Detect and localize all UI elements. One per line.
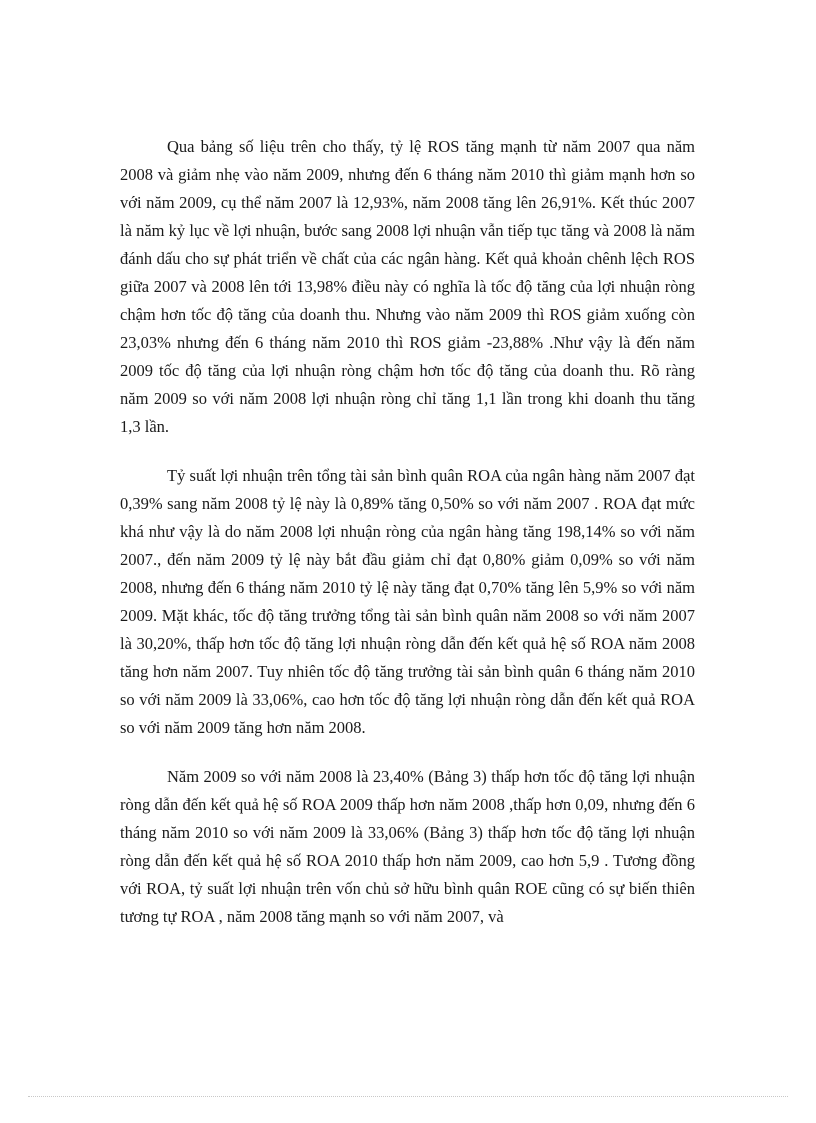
paragraph-ros-analysis: Qua bảng số liệu trên cho thấy, tỷ lệ ROS tăng mạnh từ năm 2007 qua năm 2008 và giảm nhẹ vào năm 2009, nhưng đến 6 tháng năm 2010 thì giảm mạnh hơn so với năm 2009, cụ thể năm 2007 là 12,93%, năm 2008 tăng lên 26,91%. Kết thúc 2007 là năm kỷ lục về lợi nhuận, bước sang 2008 lợi nhuận vẫn tiếp tục tăng và 2008 là năm đánh dấu cho sự phát triển về chất của các ngân hàng. Kết quả khoản chênh lệch ROS giữa 2007 và 2008 lên tới 13,98% điều này có nghĩa là tốc độ tăng của lợi nhuận ròng chậm hơn tốc độ tăng của doanh thu. Nhưng vào năm 2009 thì ROS giảm xuống còn 23,03% nhưng đến 6 tháng năm 2010 thì ROS giảm -23,88% .Như vậy là đến năm 2009 tốc độ tăng của lợi nhuận ròng chậm hơn tốc độ tăng của doanh thu. Rõ ràng năm 2009 so với năm 2008 lợi nhuận ròng chỉ tăng 1,1 lần trong khi doanh thu tăng 1,3 lần. [120,137,695,436]
paragraph-roe-analysis: Năm 2009 so với năm 2008 là 23,40% (Bảng 3) thấp hơn tốc độ tăng lợi nhuận ròng dẫn đến kết quả hệ số ROA 2009 thấp hơn năm 2008 ,thấp hơn 0,09, nhưng đến 6 tháng năm 2010 so với năm 2009 là 33,06% (Bảng 3) thấp hơn tốc độ tăng lợi nhuận ròng dẫn đến kết quả hệ số ROA 2010 thấp hơn năm 2009, cao hơn 5,9 . Tương đồng với ROA, tỷ suất lợi nhuận trên vốn chủ sở hữu bình quân ROE cũng có sự biến thiên tương tự ROA , năm 2008 tăng mạnh so với năm 2007, và [120,767,695,926]
document-body [120,133,695,952]
paragraph-roa-analysis: Tỷ suất lợi nhuận trên tổng tài sản bình quân ROA của ngân hàng năm 2007 đạt 0,39% sang năm 2008 tỷ lệ này là 0,89% tăng 0,50% so với năm 2007 . ROA đạt mức khá như vậy là do năm 2008 lợi nhuận ròng của ngân hàng tăng 198,14% so với năm 2007., đến năm 2009 tỷ lệ này bắt đầu giảm chỉ đạt 0,80% giảm 0,09% so với năm 2008, nhưng đến 6 tháng năm 2010 tỷ lệ này tăng đạt 0,70% tăng lên 5,9% so với năm 2009. Mặt khác, tốc độ tăng trưởng tổng tài sản bình quân năm 2008 so với năm 2007 là 30,20%, thấp hơn tốc độ tăng lợi nhuận ròng dẫn đến kết quả hệ số ROA năm 2008 tăng hơn năm 2007. Tuy nhiên tốc độ tăng trưởng tài sản bình quân 6 tháng năm 2010 so với năm 2009 là 33,06%, cao hơn tốc độ tăng lợi nhuận ròng dẫn đến kết quả ROA so với năm 2009 tăng hơn năm 2008. [120,466,695,737]
page-bottom-divider [28,1096,788,1097]
